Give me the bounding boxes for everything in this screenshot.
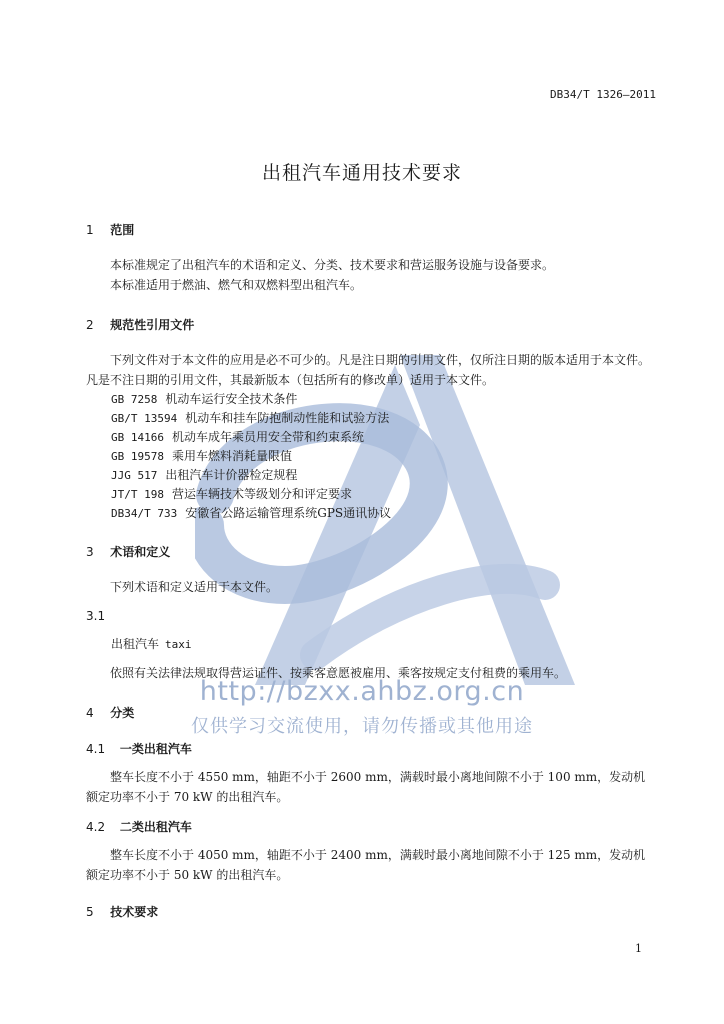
reference-title: 营运车辆技术等级划分和评定要求 bbox=[171, 487, 352, 501]
watermark-note: 仅供学习交流使用，请勿传播或其他用途 bbox=[191, 716, 533, 737]
reference-item bbox=[111, 409, 389, 426]
document-title: 出租汽车通用技术要求 bbox=[261, 162, 462, 184]
section-number: 1 bbox=[86, 223, 94, 237]
reference-code: JT/T 198 bbox=[111, 488, 164, 501]
normative-intro-paragraph: 下列文件对于本文件的应用是必不可少的。凡是注日期的引用文件，仅所注日期的版本适用于本文件。凡是不注日期的引用文件，其最新版本（包括所有的修改单）适用于本文件。 bbox=[86, 353, 651, 387]
scope-paragraph: 本标准适用于燃油、燃气和双燃料型出租汽车。 bbox=[110, 278, 363, 292]
term-chinese: 出租汽车 bbox=[111, 637, 160, 651]
reference-item bbox=[111, 428, 364, 445]
page-number: 1 bbox=[635, 942, 642, 955]
subsection-heading bbox=[86, 818, 192, 835]
section-heading-terms bbox=[86, 543, 170, 560]
section-number: 2 bbox=[86, 318, 94, 332]
reference-title: 安徽省公路运输管理系统GPS通讯协议 bbox=[185, 506, 392, 520]
reference-code: JJG 517 bbox=[111, 469, 158, 482]
clause-title: 二类出租汽车 bbox=[119, 820, 192, 834]
terms-intro-paragraph: 下列术语和定义适用于本文件。 bbox=[110, 580, 279, 594]
subsection-heading bbox=[86, 740, 192, 757]
term-number bbox=[86, 609, 116, 623]
section-heading-scope bbox=[86, 221, 134, 238]
reference-title: 机动车成年乘员用安全带和约束系统 bbox=[171, 430, 364, 444]
reference-title: 机动车运行安全技术条件 bbox=[165, 392, 298, 406]
section-heading-normative-references bbox=[86, 316, 194, 333]
reference-item bbox=[111, 447, 292, 464]
term-entry bbox=[111, 635, 192, 652]
reference-code: GB 19578 bbox=[111, 450, 164, 463]
standard-code: DB34/T 1326—2011 bbox=[550, 88, 656, 101]
classification-paragraph: 整车长度不小于 4550 mm，轴距不小于 2600 mm，满载时最小离地间隙不小于 100 mm，发动机额定功率不小于 70 kW 的出租汽车。 bbox=[86, 770, 646, 804]
section-title: 分类 bbox=[110, 706, 135, 720]
clause-number: 3.1 bbox=[86, 609, 106, 623]
clause-number: 4.2 bbox=[86, 820, 106, 834]
term-english: taxi bbox=[165, 638, 192, 651]
term-definition: 依照有关法律法规取得营运证件、按乘客意愿被雇用、乘客按规定支付租费的乘用车。 bbox=[110, 666, 567, 680]
reference-title: 出租汽车计价器检定规程 bbox=[165, 468, 298, 482]
section-number: 5 bbox=[86, 905, 94, 919]
watermark-url: http://bzxx.ahbz.org.cn bbox=[199, 676, 525, 707]
reference-code: GB 14166 bbox=[111, 431, 164, 444]
clause-title: 一类出租汽车 bbox=[119, 742, 192, 756]
clause-number: 4.1 bbox=[86, 742, 106, 756]
section-title: 术语和定义 bbox=[110, 545, 171, 559]
reference-code: DB34/T 733 bbox=[111, 507, 178, 520]
section-number: 3 bbox=[86, 545, 94, 559]
section-title: 规范性引用文件 bbox=[110, 318, 195, 332]
section-heading-classification bbox=[86, 704, 134, 721]
reference-title: 机动车和挂车防抱制动性能和试验方法 bbox=[185, 411, 390, 425]
reference-code: GB 7258 bbox=[111, 393, 158, 406]
section-number: 4 bbox=[86, 706, 94, 720]
reference-title: 乘用车燃料消耗量限值 bbox=[171, 449, 292, 463]
scope-paragraph: 本标准规定了出租汽车的术语和定义、分类、技术要求和营运服务设施与设备要求。 bbox=[110, 258, 555, 272]
classification-paragraph: 整车长度不小于 4050 mm，轴距不小于 2400 mm，满载时最小离地间隙不小于 125 mm，发动机额定功率不小于 50 kW 的出租汽车。 bbox=[86, 848, 646, 882]
section-heading-technical-requirements bbox=[86, 903, 158, 920]
section-title: 范围 bbox=[110, 223, 135, 237]
reference-item bbox=[111, 390, 297, 407]
reference-code: GB/T 13594 bbox=[111, 412, 178, 425]
reference-item bbox=[111, 485, 352, 502]
reference-item bbox=[111, 466, 297, 483]
section-title: 技术要求 bbox=[110, 905, 159, 919]
reference-item bbox=[111, 504, 391, 521]
